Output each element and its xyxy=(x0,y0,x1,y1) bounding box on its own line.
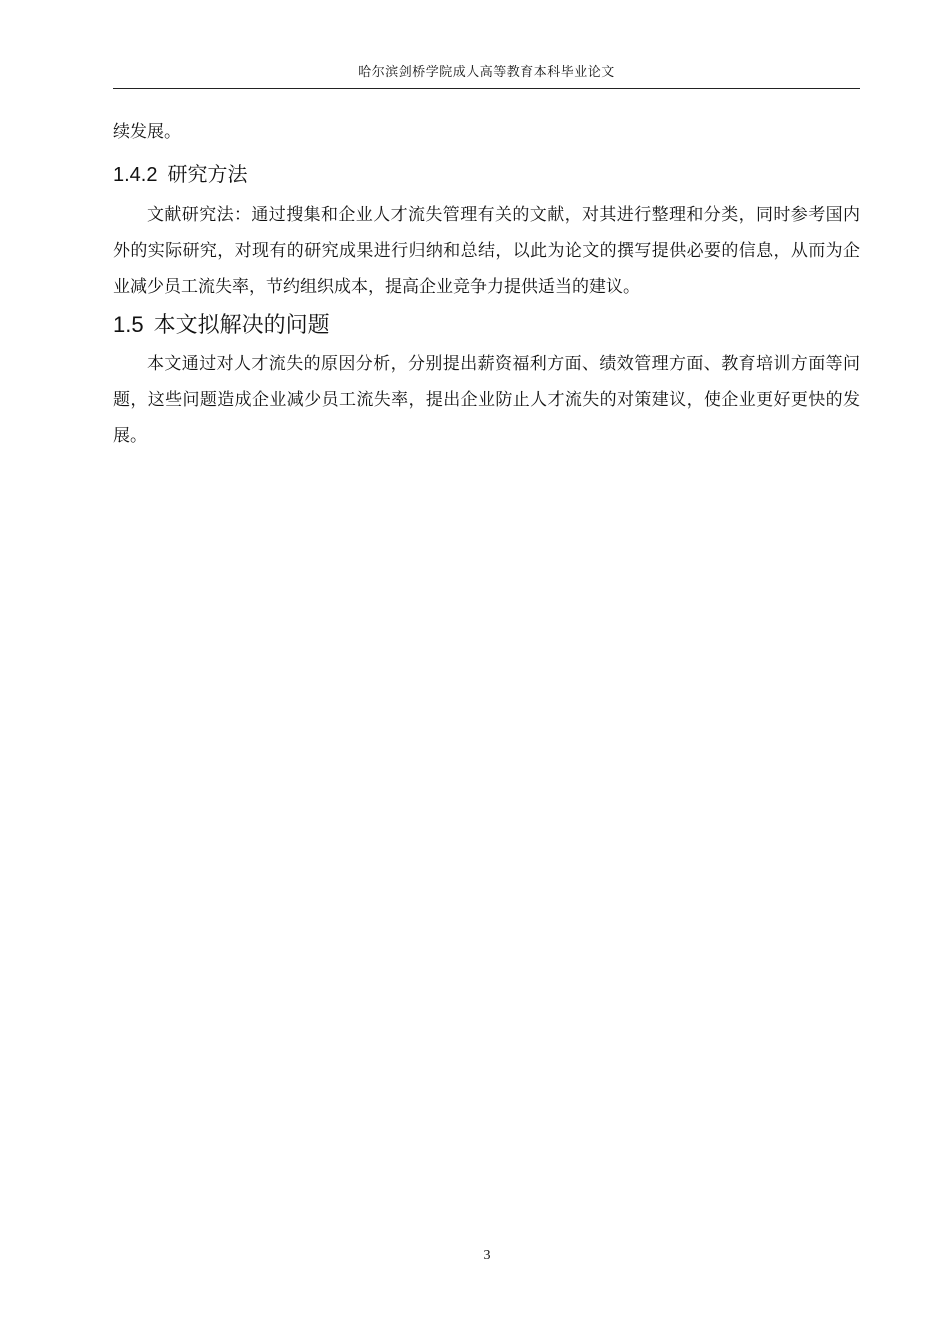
page-number: 3 xyxy=(483,1248,491,1263)
header-divider xyxy=(113,88,860,89)
section-title: 研究方法 xyxy=(167,162,248,186)
section-heading-1-4-2 xyxy=(113,156,860,193)
section-title: 本文拟解决的问题 xyxy=(153,313,330,338)
problem-statement-paragraph: 本文通过对人才流失的原因分析，分别提出薪资福利方面、绩效管理方面、教育培训方面等问题，这些问题造成企业减少员工流失率，提出企业防止人才流失的对策建议，使企业更好更快的发展。 xyxy=(113,354,860,446)
section-number: 1.5 xyxy=(113,312,144,337)
page-header: 哈尔滨剑桥学院成人高等教育本科毕业论文 xyxy=(358,65,615,80)
section-heading-1-5 xyxy=(113,307,860,344)
section-number: 1.4.2 xyxy=(113,164,158,186)
research-method-paragraph: 文献研究法：通过搜集和企业人才流失管理有关的文献，对其进行整理和分类，同时参考国内外的实际研究，对现有的研究成果进行归纳和总结，以此为论文的撰写提供必要的信息，从而为企业减少员工流失率，节约组织成本，提高企业竞争力提供适当的建议。 xyxy=(113,205,860,297)
continuation-text: 续发展。 xyxy=(113,122,181,142)
document-body xyxy=(113,114,860,454)
